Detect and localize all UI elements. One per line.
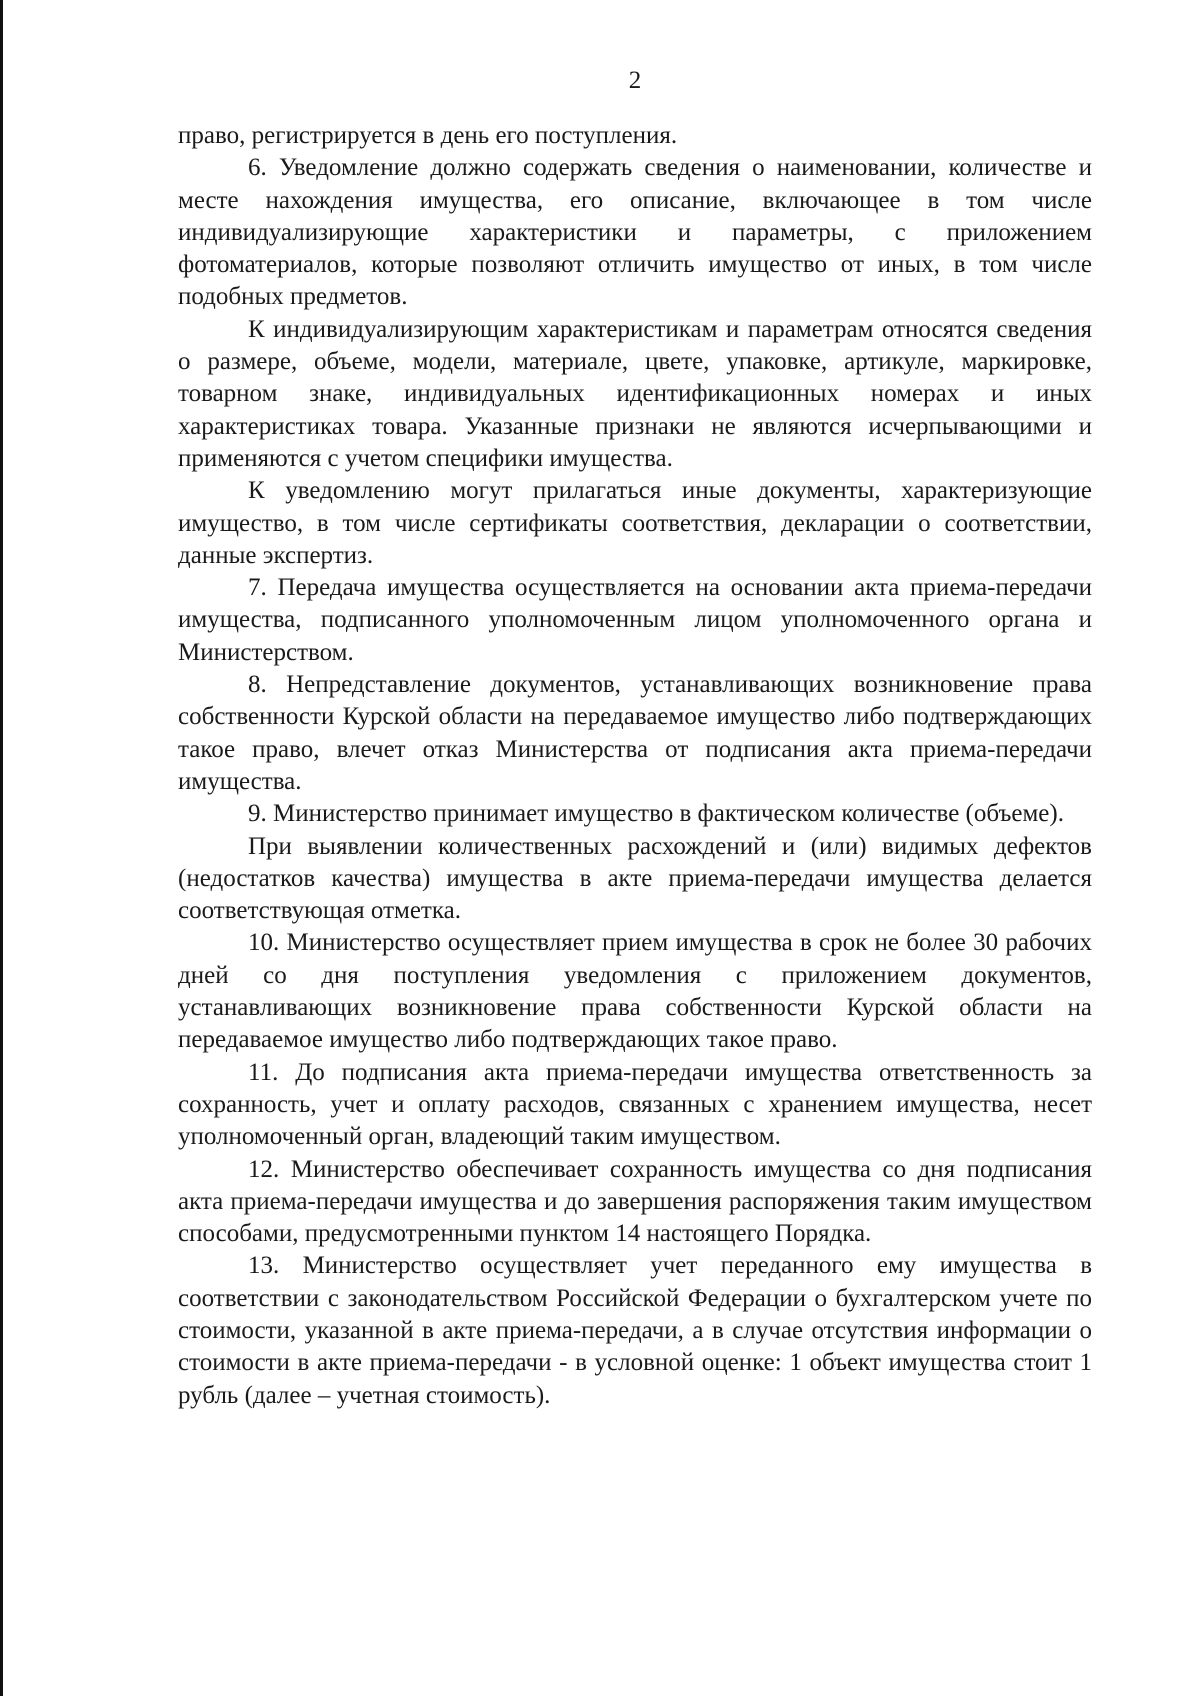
scan-edge	[0, 0, 3, 1696]
paragraph-item-12: 12. Министерство обеспечивает сохранность имущества со дня подписания акта приема-передачи имущества и до завершения распоряжения таким имуществом способами, предусмотренными пунктом 14 настоящего Порядка.	[178, 1155, 1092, 1248]
paragraph-item-9: 9. Министерство принимает имущество в фактическом количестве (объеме).	[248, 800, 1064, 828]
paragraph-item-10: 10. Министерство осуществляет прием имущества в срок не более 30 рабочих дней со дня поступления уведомления с приложением документов, устанавливающих возникновение права собственности Курской области на передаваемое имущество либо подтверждающих такое право.	[178, 929, 1092, 1054]
paragraph-continuation: право, регистрируется в день его поступления.	[178, 122, 678, 149]
paragraph-attachments: К уведомлению могут прилагаться иные документы, характеризующие имущество, в том числе сертификаты соответствия, декларации о соответствии, данные экспертиз.	[178, 477, 1092, 569]
paragraph-item-8: 8. Непредставление документов, устанавливающих возникновение права собственности Курской области на передаваемое имущество либо подтверждающих такое право, влечет отказ Министерства от подписания акта приема-передачи имущества.	[178, 671, 1092, 795]
page-number: 2	[628, 67, 642, 94]
document-body	[178, 120, 1092, 1412]
paragraph-discrepancies: При выявлении количественных расхождений и (или) видимых дефектов (недостатков качества) имущества в акте приема-передачи имущества делается соответствующая отметка.	[178, 832, 1092, 925]
paragraph-item-11: 11. До подписания акта приема-передачи имущества ответственность за сохранность, учет и оплату расходов, связанных с хранением имущества, несет уполномоченный орган, владеющий таким имуществом.	[178, 1058, 1092, 1151]
paragraph-characteristics: К индивидуализирующим характеристикам и параметрам относятся сведения о размере, объеме, модели, материале, цвете, упаковке, артикуле, маркировке, товарном знаке, индивидуальных идентификационных номерах и иных характеристиках товара. Указанные признаки не являются исчерпывающими и применяются с учетом специфики имущества.	[178, 315, 1092, 472]
paragraph-item-6: 6. Уведомление должно содержать сведения о наименовании, количестве и месте нахождения имущества, его описание, включающее в том числе индивидуализирующие характеристики и параметры, с приложением фотоматериалов, которые позволяют отличить имущество от иных, в том числе подобных предметов.	[178, 154, 1092, 311]
paragraph-item-7: 7. Передача имущества осуществляется на основании акта приема-передачи имущества, подписанного уполномоченным лицом уполномоченного органа и Министерством.	[178, 574, 1092, 666]
paragraph-item-13: 13. Министерство осуществляет учет переданного ему имущества в соответствии с законодательством Российской Федерации о бухгалтерском учете по стоимости, указанной в акте приема-передачи, а в случае отсутствия информации о стоимости в акте приема-передачи - в условной оценке: 1 объект имущества стоит 1 рубль (далее – учетная стоимость).	[178, 1252, 1092, 1409]
